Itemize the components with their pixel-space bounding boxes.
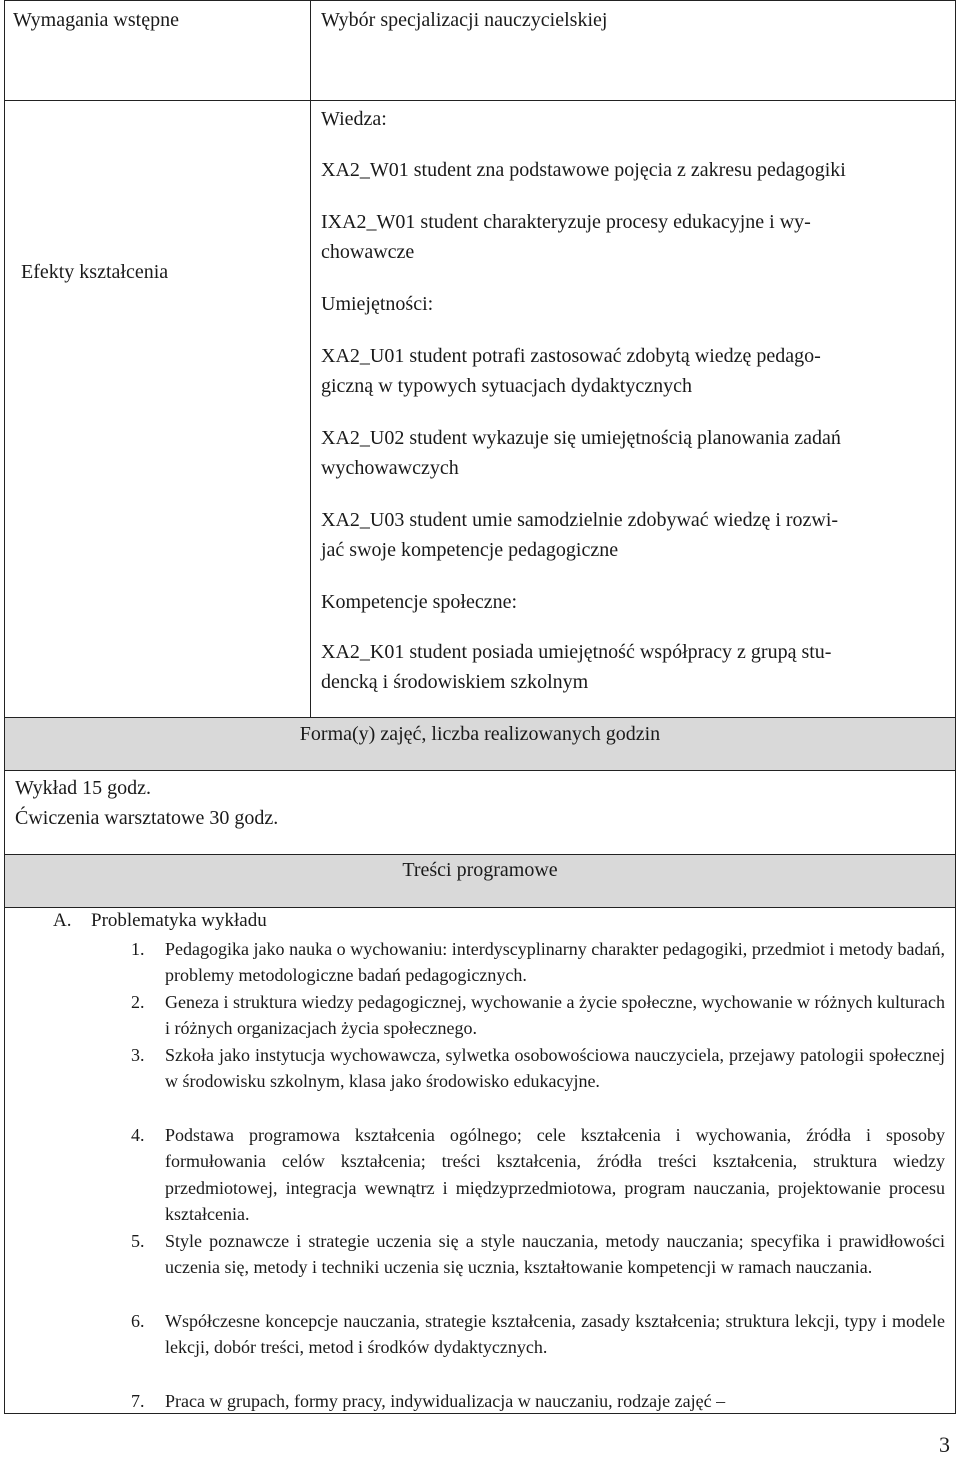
item-number: 1.: [131, 939, 145, 959]
outcome-line: chowawcze: [321, 241, 415, 263]
outcome-line: XA2_W01 student zna podstawowe pojęcia z zakresu pedagogiki: [321, 159, 846, 181]
outcome-line: jać swoje kompetencje pedagogiczne: [321, 539, 619, 561]
outcome-line: wychowawczych: [321, 457, 459, 479]
outcome-line: XA2_K01 student posiada umiejętność współpracy z grupą stu-: [321, 641, 832, 663]
content-header: Treści programowe: [402, 859, 558, 881]
forms-header-cell: [4, 717, 956, 770]
lecture-hours: Wykład 15 godz.: [15, 777, 151, 799]
syllabus-table: [4, 0, 956, 1414]
item-number: 7.: [131, 1391, 145, 1411]
workshop-hours: Ćwiczenia warsztatowe 30 godz.: [15, 807, 279, 829]
requirements-label-cell: [4, 0, 310, 100]
section-title: Problematyka wykładu: [91, 910, 267, 931]
outcome-line: XA2_U02 student wykazuje się umiejętnością planowania zadań: [321, 427, 841, 449]
content-body-cell: [4, 907, 956, 1414]
outcomes-content-cell: [310, 100, 956, 717]
requirements-label: Wymagania wstępne: [13, 9, 179, 31]
skills-heading: Umiejętności:: [321, 293, 434, 315]
section-letter: A.: [53, 910, 72, 931]
list-item: Geneza i struktura wiedzy pedagogicznej, wychowanie a życie społeczne, wychowanie w różnych kulturach i różnych organizacjach życia społecznego.: [165, 992, 945, 1039]
list-item: Praca w grupach, formy pracy, indywidualizacja w nauczaniu, rodzaje zajęć –: [165, 1391, 726, 1411]
outcome-line: giczną w typowych sytuacjach dydaktycznych: [321, 375, 692, 397]
list-item: Współczesne koncepcje nauczania, strategie kształcenia, zasady kształcenia; struktura lekcji, typy i modele lekcji, dobór treści, metod i środków dydaktycznych.: [165, 1311, 945, 1358]
outcome-line: dencką i środowiskiem szkolnym: [321, 671, 589, 693]
outcomes-label: Efekty kształcenia: [21, 261, 169, 283]
forms-header: Forma(y) zajęć, liczba realizowanych godzin: [299, 723, 661, 745]
social-competence-heading: Kompetencje społeczne:: [321, 591, 518, 613]
content-header-cell: [4, 854, 956, 907]
item-number: 6.: [131, 1311, 145, 1331]
outcome-line: IXA2_W01 student charakteryzuje procesy edukacyjne i wy-: [321, 211, 811, 233]
list-item: Pedagogika jako nauka o wychowaniu: interdyscyplinarny charakter pedagogiki, przedmiot i metody badań, problemy metodologiczne badań pedagogicznych.: [165, 939, 945, 986]
list-item: Szkoła jako instytucja wychowawcza, sylwetka osobowościowa nauczyciela, przejawy patologii społecznej w środowisku szkolnym, klasa jako środowisko edukacyjne.: [165, 1045, 945, 1092]
item-number: 3.: [131, 1045, 145, 1065]
item-number: 2.: [131, 992, 145, 1012]
list-item: Podstawa programowa kształcenia ogólnego; cele kształcenia i wychowania, źródła i sposoby formułowania celów kształcenia; treści kształcenia, źródła treści kształcenia, struktura wiedzy przedmiotowej, integracja wewnątrz i międzyprzedmiotowa, program nauczania, projektowanie procesu kształcenia.: [165, 1125, 945, 1224]
requirements-value-cell: [310, 0, 956, 100]
page-number: 3: [939, 1432, 950, 1457]
item-number: 4.: [131, 1125, 145, 1145]
requirements-value: Wybór specjalizacji nauczycielskiej: [321, 9, 608, 31]
list-item: Style poznawcze i strategie uczenia się a style nauczania, metody nauczania; specyfika i prawidłowości uczenia się, metody i techniki uczenia się ucznia, kształtowanie kompetencji w ramach nauczania.: [165, 1231, 945, 1278]
outcome-line: XA2_U01 student potrafi zastosować zdobytą wiedzę pedago-: [321, 345, 821, 367]
item-number: 5.: [131, 1231, 145, 1251]
forms-body-cell: [4, 770, 956, 854]
knowledge-heading: Wiedza:: [321, 108, 387, 130]
outcome-line: XA2_U03 student umie samodzielnie zdobywać wiedzę i rozwi-: [321, 509, 839, 531]
outcomes-label-cell: [4, 100, 310, 717]
